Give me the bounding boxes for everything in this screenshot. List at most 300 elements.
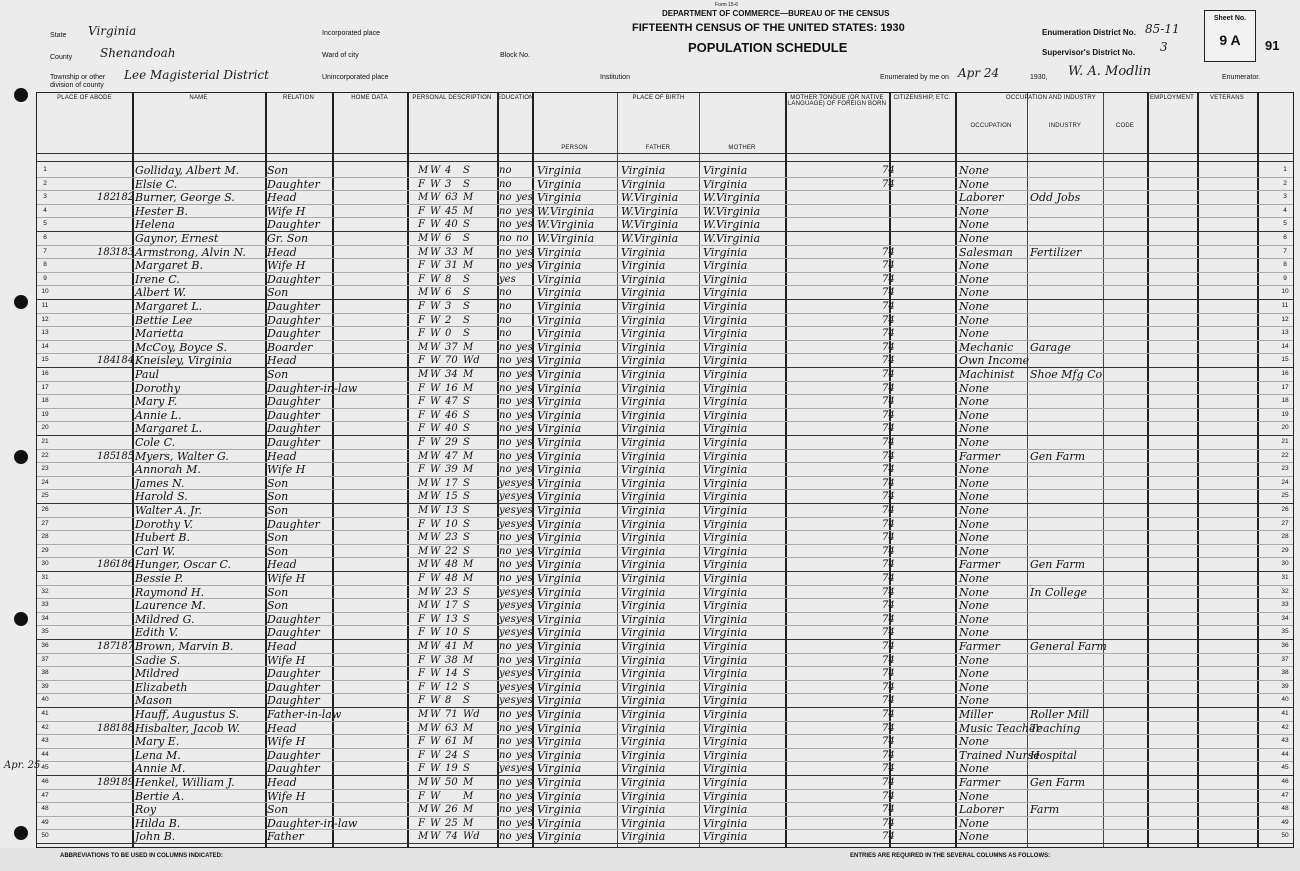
occupation: None — [959, 286, 989, 300]
birthplace-father: Virginia — [621, 449, 666, 463]
age: 10 — [445, 627, 458, 639]
relation: Wife H — [267, 463, 306, 477]
group-occupation: OCCUPATION AND INDUSTRY — [1006, 95, 1096, 101]
can-read: yes — [516, 559, 533, 571]
line-number-right: 1 — [1283, 166, 1287, 173]
line-number: 45 — [41, 764, 49, 772]
birthplace-mother: W.Virginia — [703, 232, 761, 245]
person-name: Brown, Marvin B. — [135, 640, 234, 653]
race: W — [430, 287, 441, 299]
birthplace-father: Virginia — [621, 286, 666, 300]
sex: F — [418, 423, 425, 435]
birth-code: 74 — [882, 722, 895, 734]
birthplace-mother: Virginia — [703, 286, 748, 300]
relation: Gr. Son — [267, 232, 309, 245]
person-name: Dorothy V. — [135, 517, 194, 531]
birthplace-person: Virginia — [537, 748, 582, 762]
binder-hole — [14, 450, 28, 464]
line-number-right: 42 — [1281, 723, 1289, 731]
marital-status: M — [463, 777, 474, 788]
birthplace-person: Virginia — [537, 816, 582, 830]
line-number: 4 — [43, 206, 47, 214]
birthplace-mother: Virginia — [703, 504, 748, 517]
birthplace-person: Virginia — [537, 340, 582, 354]
line-number: 40 — [41, 696, 49, 704]
can-read: yes — [516, 709, 533, 720]
race: W — [430, 736, 441, 748]
relation: Daughter — [267, 694, 320, 708]
line-number-right: 21 — [1281, 438, 1289, 445]
institution-label: Institution — [600, 74, 630, 81]
race: W — [430, 627, 441, 639]
birthplace-person: Virginia — [537, 286, 582, 300]
person-name: Golliday, Albert M. — [135, 164, 240, 177]
relation: Daughter — [267, 218, 320, 232]
birth-code: 74 — [882, 477, 895, 489]
line-number-right: 14 — [1281, 342, 1289, 350]
age: 12 — [445, 681, 458, 693]
birthplace-father: Virginia — [621, 776, 666, 789]
occupation: None — [959, 585, 989, 599]
can-read: yes — [516, 382, 533, 394]
dwelling-number: 189 — [97, 777, 117, 788]
sex: F — [418, 355, 425, 367]
line-number: 6 — [43, 234, 47, 241]
marital-status: S — [463, 545, 470, 557]
can-read: yes — [516, 369, 533, 380]
birthplace-father: Virginia — [621, 272, 666, 286]
age: 8 — [445, 695, 452, 707]
race: W — [430, 491, 441, 503]
can-read: yes — [516, 491, 533, 503]
line-number: 19 — [41, 410, 49, 418]
occupation: None — [959, 381, 989, 395]
birthplace-person: Virginia — [537, 422, 582, 436]
sheet-value: 9 A — [1219, 32, 1241, 48]
birthplace-person: Virginia — [537, 300, 582, 313]
sex: M — [418, 341, 429, 353]
birth-mother-header: MOTHER — [728, 145, 756, 151]
birth-code: 74 — [882, 341, 895, 353]
attended-school: yes — [499, 695, 516, 707]
page-stamp: 91 — [1265, 38, 1280, 53]
person-name: Edith V. — [135, 626, 179, 640]
sex: M — [418, 505, 429, 516]
relation: Wife H — [267, 735, 306, 749]
line-number-right: 40 — [1281, 696, 1289, 704]
occupation: None — [959, 463, 989, 477]
birthplace-father: W.Virginia — [621, 191, 679, 205]
marital-status: S — [463, 409, 470, 421]
occupation: Music Teacher — [959, 721, 1041, 735]
line-number: 5 — [43, 220, 47, 228]
unincorporated-label: Unincorporated place — [322, 74, 389, 81]
footer — [0, 848, 1300, 871]
marital-status: S — [463, 749, 470, 761]
occupation: None — [959, 408, 989, 422]
sex: M — [418, 287, 429, 299]
birth-code: 74 — [882, 668, 895, 680]
occupation: None — [959, 504, 989, 517]
attended-school: yes — [499, 627, 516, 639]
sex: F — [418, 396, 425, 408]
county-label: County — [50, 54, 73, 61]
enumerated-year: 1930, — [1030, 74, 1048, 81]
sex: M — [418, 722, 429, 734]
birthplace-father: Virginia — [621, 259, 666, 273]
industry: Gen Farm — [1030, 776, 1086, 789]
age: 45 — [445, 205, 458, 217]
relation: Daughter — [267, 748, 320, 762]
birth-code: 74 — [882, 749, 895, 761]
can-read: yes — [516, 804, 533, 816]
birth-code: 74 — [882, 450, 895, 462]
attended-school: yes — [499, 491, 516, 503]
occupation: None — [959, 694, 989, 708]
relation: Daughter — [267, 300, 320, 313]
age: 47 — [445, 396, 458, 408]
line-number-right: 10 — [1281, 288, 1289, 296]
line-number: 8 — [43, 261, 47, 269]
birth-code: 74 — [882, 627, 895, 639]
line-number: 2 — [43, 179, 47, 187]
sex: F — [418, 314, 425, 326]
birthplace-person: Virginia — [537, 585, 582, 599]
birthplace-father: W.Virginia — [621, 218, 679, 232]
birth-code: 74 — [882, 709, 895, 720]
group-name: NAME — [189, 95, 208, 101]
birthplace-father: Virginia — [621, 354, 666, 368]
age: 63 — [445, 722, 458, 734]
sex: F — [418, 627, 425, 639]
age: 17 — [445, 477, 458, 489]
race: W — [430, 763, 441, 775]
birthplace-mother: Virginia — [703, 368, 748, 381]
line-number: 22 — [41, 451, 49, 459]
marital-status: M — [463, 817, 474, 829]
relation: Daughter — [267, 272, 320, 286]
can-read: yes — [516, 518, 533, 530]
age: 0 — [445, 328, 452, 340]
birthplace-person: Virginia — [537, 680, 582, 694]
marital-status: M — [463, 260, 474, 272]
occupation: None — [959, 667, 989, 681]
birthplace-person: Virginia — [537, 245, 582, 259]
line-number: 24 — [41, 478, 49, 486]
sex: M — [418, 559, 429, 571]
line-number: 7 — [43, 247, 47, 255]
can-read: yes — [516, 817, 533, 829]
enum-district-value: 85-11 — [1145, 22, 1180, 36]
birth-code: 74 — [882, 382, 895, 394]
can-read: yes — [516, 355, 533, 367]
person-name: Annorah M. — [135, 463, 201, 477]
birthplace-father: Virginia — [621, 408, 666, 422]
relation: Father-in-law — [267, 708, 342, 721]
line-number: 29 — [41, 546, 49, 554]
sex: M — [418, 532, 429, 544]
attended-school: no — [499, 450, 512, 462]
line-number: 15 — [41, 356, 49, 364]
can-read: yes — [516, 260, 533, 272]
birthplace-person: Virginia — [537, 694, 582, 708]
marital-status: S — [463, 477, 470, 489]
occupation: None — [959, 789, 989, 803]
occupation: None — [959, 626, 989, 640]
sex: M — [418, 192, 429, 204]
age: 29 — [445, 437, 458, 448]
relation: Daughter — [267, 327, 320, 341]
age: 38 — [445, 654, 458, 666]
occupation: Salesman — [959, 245, 1013, 259]
industry: Fertilizer — [1030, 245, 1082, 259]
marital-status: S — [463, 695, 470, 707]
age: 2 — [445, 314, 452, 326]
birthplace-person: Virginia — [537, 789, 582, 803]
birth-code: 74 — [882, 355, 895, 367]
occupation: None — [959, 544, 989, 558]
marital-status: Wd — [463, 355, 480, 367]
family-number: 187 — [115, 641, 135, 652]
birthplace-father: Virginia — [621, 735, 666, 749]
person-name: Albert W. — [135, 286, 187, 300]
attended-school: no — [499, 369, 512, 380]
attended-school: no — [499, 205, 512, 217]
can-read: yes — [516, 341, 533, 353]
supervisor-label: Supervisor's District No. — [1042, 48, 1136, 57]
birthplace-mother: Virginia — [703, 748, 748, 762]
group-veterans: VETERANS — [1210, 95, 1244, 101]
sex: F — [418, 178, 425, 190]
age: 34 — [445, 369, 458, 380]
occupation-header: OCCUPATION — [970, 123, 1012, 129]
can-read: yes — [516, 695, 533, 707]
race: W — [430, 273, 441, 285]
occupation: None — [959, 300, 989, 313]
birth-father-header: FATHER — [645, 145, 671, 151]
marital-status: M — [463, 790, 474, 802]
person-name: Harold S. — [135, 490, 188, 504]
can-read: yes — [516, 477, 533, 489]
race: W — [430, 464, 441, 476]
birth-code: 74 — [882, 178, 895, 190]
line-number: 50 — [41, 832, 49, 840]
relation: Son — [267, 286, 289, 300]
can-read: yes — [516, 763, 533, 775]
age: 47 — [445, 450, 458, 462]
person-name: John B. — [135, 830, 176, 844]
birth-code: 74 — [882, 260, 895, 272]
sex: F — [418, 681, 425, 693]
line-number-right: 9 — [1283, 274, 1287, 282]
age: 13 — [445, 505, 458, 516]
occupation: None — [959, 218, 989, 232]
marital-status: S — [463, 233, 470, 244]
attended-school: no — [499, 219, 512, 231]
birthplace-father: Virginia — [621, 762, 666, 776]
sex: F — [418, 301, 425, 312]
group-place-of-birth: PLACE OF BIRTH — [632, 95, 685, 101]
relation: Son — [267, 544, 289, 558]
birthplace-mother: Virginia — [703, 544, 748, 558]
marital-status: S — [463, 763, 470, 775]
line-number-right: 36 — [1281, 642, 1289, 649]
birth-code: 74 — [882, 518, 895, 530]
birthplace-father: Virginia — [621, 381, 666, 395]
race: W — [430, 178, 441, 190]
marital-status: S — [463, 586, 470, 598]
attended-school: no — [499, 736, 512, 748]
birth-code: 74 — [882, 817, 895, 829]
occupation: Farmer — [959, 558, 1000, 572]
marital-status: M — [463, 722, 474, 734]
birthplace-mother: Virginia — [703, 776, 748, 789]
birthplace-mother: Virginia — [703, 517, 748, 531]
attended-school: yes — [499, 273, 516, 285]
binder-hole — [14, 826, 28, 840]
race: W — [430, 777, 441, 788]
attended-school: no — [499, 559, 512, 571]
birthplace-mother: Virginia — [703, 177, 748, 191]
marital-status: S — [463, 627, 470, 639]
line-number: 10 — [41, 288, 49, 296]
binder-hole — [14, 295, 28, 309]
sex: M — [418, 804, 429, 816]
attended-school: no — [499, 314, 512, 326]
person-name: Mildred G. — [135, 612, 195, 626]
race: W — [430, 749, 441, 761]
line-number: 11 — [41, 302, 49, 309]
industry: Gen Farm — [1030, 449, 1086, 463]
family-number: 189 — [115, 777, 135, 788]
line-number: 48 — [41, 805, 49, 813]
industry: General Farm — [1030, 640, 1107, 653]
race: W — [430, 423, 441, 435]
family-number: 184 — [115, 355, 135, 367]
occupation: None — [959, 436, 989, 449]
sex: M — [418, 831, 429, 843]
birthplace-father: Virginia — [621, 680, 666, 694]
age: 6 — [445, 233, 452, 244]
birth-code: 74 — [882, 505, 895, 516]
marital-status: M — [463, 205, 474, 217]
attended-school: no — [499, 709, 512, 720]
line-number: 33 — [41, 601, 49, 609]
relation: Head — [267, 449, 297, 463]
race: W — [430, 396, 441, 408]
birthplace-person: W.Virginia — [537, 232, 595, 245]
birthplace-person: Virginia — [537, 490, 582, 504]
line-number-right: 20 — [1281, 424, 1289, 432]
birthplace-father: Virginia — [621, 476, 666, 490]
group-personal-description: PERSONAL DESCRIPTION — [412, 95, 492, 101]
dwelling-number: 185 — [97, 450, 117, 462]
family-number: 182 — [115, 192, 135, 204]
family-number: 185 — [115, 450, 135, 462]
birthplace-mother: Virginia — [703, 463, 748, 477]
person-name: Sadie S. — [135, 653, 181, 667]
birth-code: 74 — [882, 273, 895, 285]
birthplace-father: Virginia — [621, 612, 666, 626]
enumerated-date: Apr 24 — [958, 66, 1000, 80]
line-number-right: 35 — [1281, 628, 1289, 636]
person-name: Raymond H. — [135, 585, 205, 599]
relation: Boarder — [267, 340, 313, 354]
birth-code: 74 — [882, 790, 895, 802]
race: W — [430, 355, 441, 367]
occupation: None — [959, 164, 989, 177]
line-number: 16 — [41, 370, 49, 377]
attended-school: no — [499, 246, 512, 258]
birthplace-mother: W.Virginia — [703, 204, 761, 218]
can-read: yes — [516, 749, 533, 761]
person-name: Cole C. — [135, 436, 176, 449]
race: W — [430, 165, 441, 176]
can-read: yes — [516, 396, 533, 408]
race: W — [430, 668, 441, 680]
birthplace-father: Virginia — [621, 708, 666, 721]
line-number: 37 — [41, 655, 49, 663]
birthplace-person: Virginia — [537, 476, 582, 490]
relation: Son — [267, 368, 289, 381]
attended-school: yes — [499, 505, 516, 516]
age: 63 — [445, 192, 458, 204]
birthplace-person: Virginia — [537, 653, 582, 667]
person-name: Mason — [135, 694, 173, 708]
sex: F — [418, 409, 425, 421]
birthplace-person: Virginia — [537, 803, 582, 817]
attended-school: no — [499, 328, 512, 340]
line-number-right: 24 — [1281, 478, 1289, 486]
can-read: yes — [516, 831, 533, 843]
line-number-right: 32 — [1281, 587, 1289, 595]
person-name: Mildred — [135, 667, 180, 681]
attended-school: no — [499, 233, 512, 244]
birthplace-father: Virginia — [621, 177, 666, 191]
birthplace-mother: Virginia — [703, 653, 748, 667]
birthplace-mother: Virginia — [703, 558, 748, 572]
group-citizenship: CITIZENSHIP, ETC. — [893, 95, 951, 101]
line-number-right: 49 — [1281, 818, 1289, 826]
attended-school: no — [499, 641, 512, 652]
age: 4 — [445, 165, 452, 176]
relation: Daughter — [267, 517, 320, 531]
age: 25 — [445, 817, 458, 829]
marital-status: S — [463, 328, 470, 340]
birthplace-mother: Virginia — [703, 490, 748, 504]
line-number-right: 34 — [1281, 614, 1289, 622]
line-number-right: 2 — [1283, 179, 1287, 187]
birthplace-father: Virginia — [621, 599, 666, 613]
birthplace-person: Virginia — [537, 272, 582, 286]
sex: F — [418, 518, 425, 530]
race: W — [430, 695, 441, 707]
birth-code: 74 — [882, 396, 895, 408]
dwelling-number: 184 — [97, 355, 117, 367]
birthplace-person: Virginia — [537, 708, 582, 721]
birthplace-father: Virginia — [621, 626, 666, 640]
birthplace-person: Virginia — [537, 436, 582, 449]
birth-code: 74 — [882, 328, 895, 340]
attended-school: no — [499, 396, 512, 408]
birthplace-father: Virginia — [621, 667, 666, 681]
attended-school: no — [499, 409, 512, 421]
person-name: Irene C. — [135, 272, 180, 286]
birthplace-mother: Virginia — [703, 803, 748, 817]
line-number-right: 5 — [1283, 220, 1287, 228]
race: W — [430, 246, 441, 258]
age: 31 — [445, 260, 458, 272]
